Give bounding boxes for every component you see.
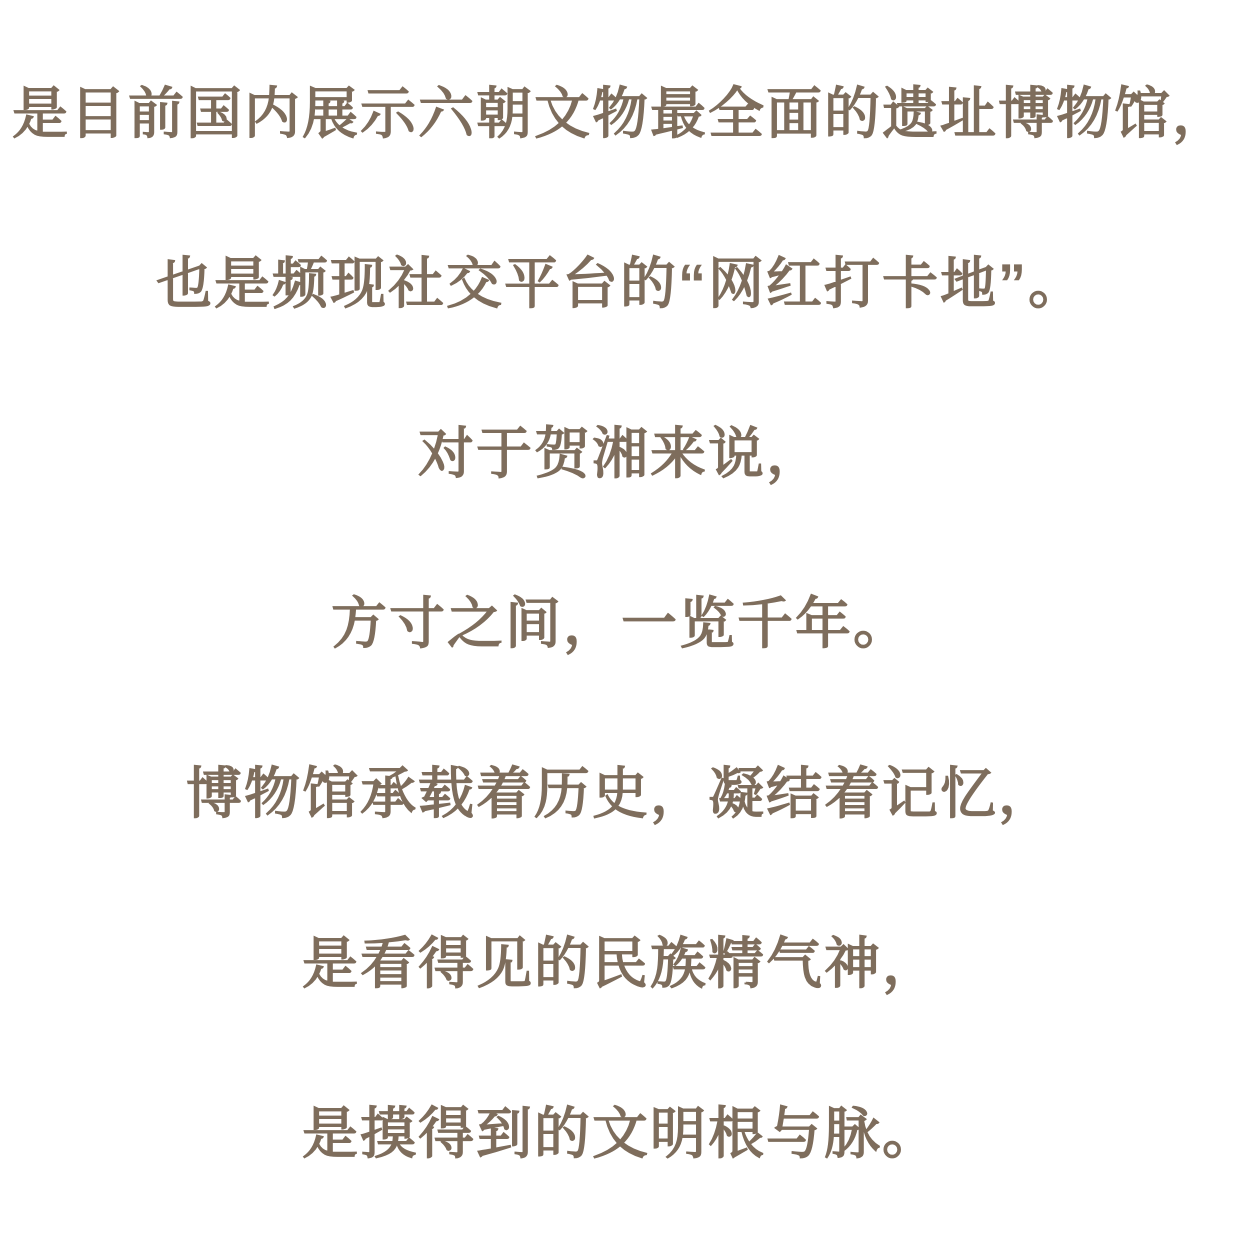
text-line: 对于贺湘来说， <box>418 422 824 485</box>
text-line: 是看得见的民族精气神， <box>302 932 940 995</box>
text-line <box>0 0 1242 1</box>
text-line: 也是频现社交平台的“网红打卡地”。 <box>156 252 1086 315</box>
text-line: 是摸得到的文明根与脉。 <box>302 1102 940 1165</box>
text-line: 是目前国内展示六朝文物最全面的遗址博物馆， <box>12 82 1230 145</box>
text-line: 方寸之间，一览千年。 <box>331 592 911 655</box>
text-line: 博物馆承载着历史，凝结着记忆， <box>186 762 1056 825</box>
